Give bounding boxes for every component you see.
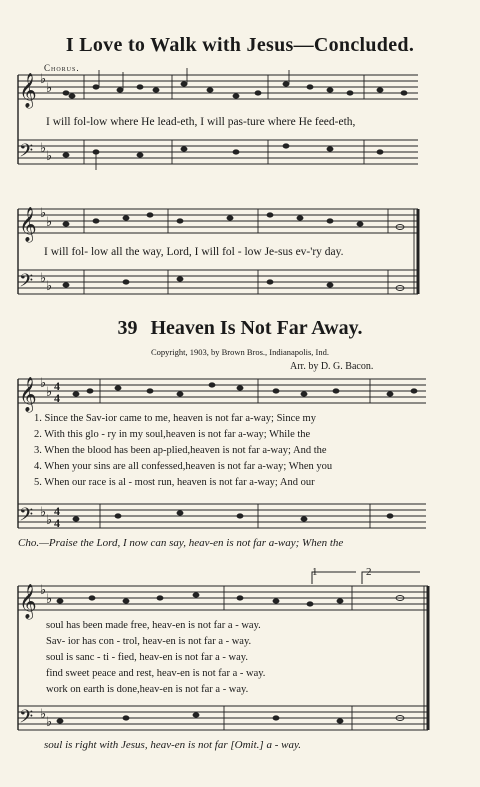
svg-text:♭: ♭ — [40, 707, 47, 722]
staff-lines — [18, 75, 428, 730]
svg-text:𝄞: 𝄞 — [19, 73, 37, 108]
svg-text:♭: ♭ — [40, 505, 47, 520]
verse-line1-v3: 3. When the blood has been ap-plied,heaven is not far a-way; And the — [34, 445, 327, 456]
chorus-lyrics-line1: Cho.—Praise the Lord, I now can say, heav-en is not far a-way; When the — [18, 537, 344, 549]
svg-text:♭: ♭ — [40, 583, 47, 598]
verse-line2-v1: soul has been made free, heav-en is not far a - way. — [46, 620, 261, 631]
chorus-marker: Chorus. — [44, 63, 80, 73]
clefs — [19, 73, 37, 732]
svg-text:♭: ♭ — [40, 271, 47, 286]
hymn-title-concluded: I Love to Walk with Jesus—Concluded. — [65, 34, 415, 56]
measure-barlines — [84, 75, 388, 730]
svg-text:♭: ♭ — [46, 715, 53, 730]
svg-text:4: 4 — [54, 504, 60, 518]
svg-text:𝄞: 𝄞 — [19, 377, 37, 412]
copyright-notice: Copyright, 1903, by Brown Bros., Indianapolis, Ind. — [150, 347, 330, 357]
svg-text:𝄢: 𝄢 — [19, 707, 34, 732]
svg-text:♭: ♭ — [46, 149, 53, 164]
final-barlines — [414, 209, 428, 730]
svg-text:4: 4 — [54, 379, 60, 393]
svg-text:4: 4 — [54, 516, 60, 530]
svg-text:♭: ♭ — [46, 513, 53, 528]
svg-text:𝄢: 𝄢 — [19, 271, 34, 296]
verse-line2-v4: find sweet peace and rest, heav-en is not far a - way. — [46, 668, 266, 679]
verse-line2-v3: soul is sanc - ti - fied, heav-en is not far a - way. — [46, 652, 248, 663]
svg-text:♭: ♭ — [40, 72, 47, 87]
svg-text:𝄢: 𝄢 — [19, 505, 34, 530]
system1-lyrics: I will fol-low where He lead-eth, I will pas-ture where He feed-eth, — [46, 116, 356, 128]
second-ending-label: 2 — [366, 566, 372, 578]
verse-line2-v5: work on earth is done,heav-en is not far a - way. — [46, 684, 249, 695]
verse-line1-v4: 4. When your sins are all confessed,heaven is not far a-way; When you — [34, 461, 333, 472]
svg-text:♭: ♭ — [46, 279, 53, 294]
svg-text:𝄞: 𝄞 — [19, 584, 37, 619]
first-ending-label: 1 — [312, 566, 318, 578]
verse-line1-v2: 2. With this glo - ry in my soul,heaven is not far a-way; While the — [34, 429, 311, 440]
hymn-number: 39 — [117, 317, 138, 339]
svg-text:♭: ♭ — [46, 81, 53, 96]
verse-line1-v1: 1. Since the Sav-ior came to me, heaven is not far a-way; Since my — [34, 413, 316, 424]
svg-text:𝄢: 𝄢 — [19, 141, 34, 166]
svg-text:♭: ♭ — [46, 215, 53, 230]
svg-text:♭: ♭ — [46, 385, 53, 400]
key-signatures — [40, 72, 52, 730]
verse-line1-v5: 5. When our race is al - most run, heaven is not far a-way; And our — [34, 477, 315, 488]
hymn-title — [0, 317, 480, 340]
svg-text:♭: ♭ — [40, 376, 47, 391]
svg-text:♭: ♭ — [46, 592, 53, 607]
svg-text:♭: ♭ — [40, 141, 47, 156]
hymn-name: Heaven Is Not Far Away. — [150, 317, 363, 339]
system2-lyrics: I will fol- low all the way, Lord, I will fol - low Je-sus ev-'ry day. — [44, 246, 344, 258]
svg-text:𝄞: 𝄞 — [19, 207, 37, 242]
verse-line2-v2: Sav- ior has con - trol, heav-en is not far a - way. — [46, 636, 252, 647]
svg-text:♭: ♭ — [40, 206, 47, 221]
arranger-credit: Arr. by D. G. Bacon. — [290, 361, 374, 372]
svg-text:4: 4 — [54, 391, 60, 405]
chorus-lyrics-line2: soul is right with Jesus, heav-en is not far [Omit.] a - way. — [44, 739, 301, 751]
